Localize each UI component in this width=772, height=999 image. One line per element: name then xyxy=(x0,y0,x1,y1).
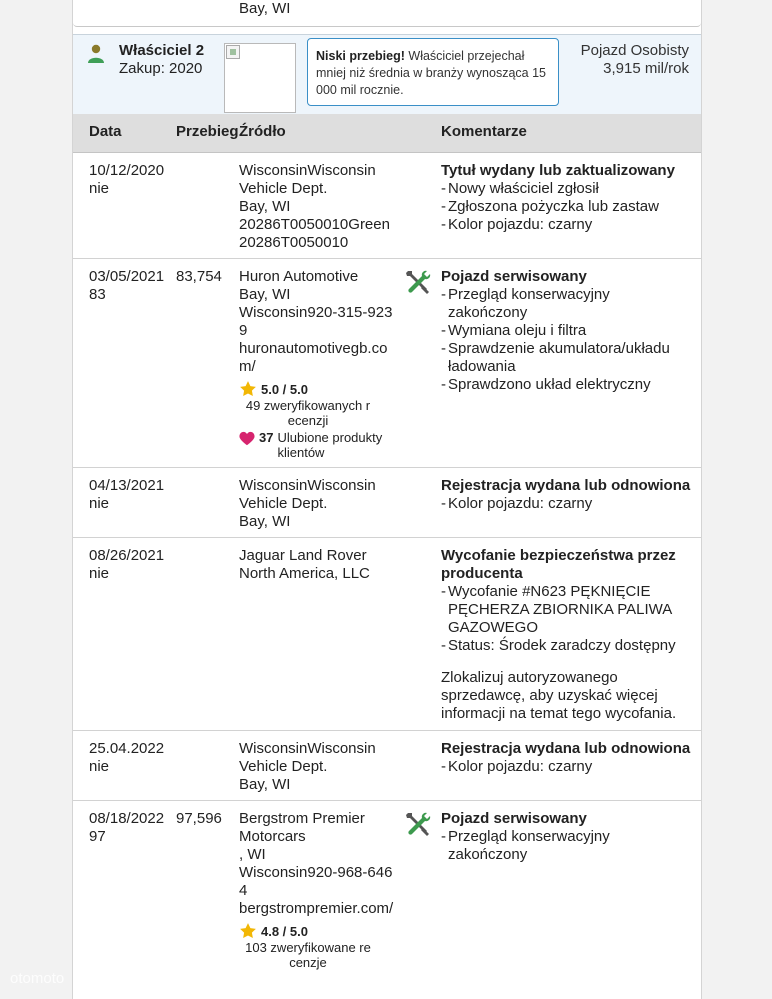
table-row xyxy=(73,468,701,538)
date-subvalue: nie xyxy=(89,180,110,197)
row-mileage: 83,754 xyxy=(176,268,222,285)
star-icon xyxy=(239,922,257,940)
favorites-count: 37 xyxy=(259,430,274,445)
table-row xyxy=(73,731,701,801)
favorites-label: Ulubione produkty klientów xyxy=(277,430,383,460)
comment-item: - Kolor pojazdu: czarny xyxy=(441,216,693,234)
miles-per-year: 3,915 mil/rok xyxy=(603,60,689,77)
comment-item: - Kolor pojazdu: czarny xyxy=(441,758,693,776)
table-header xyxy=(73,114,701,153)
owner-vehicle-type xyxy=(581,42,689,78)
date-subvalue: 83 xyxy=(89,286,106,303)
low-mileage-note xyxy=(307,38,559,106)
source-line: North America, LLC xyxy=(239,565,370,582)
row-comments xyxy=(441,477,693,513)
source-line: Huron Automotive xyxy=(239,268,359,285)
verified-reviews-link[interactable]: 49 zweryfikowanych recenzji xyxy=(245,398,371,428)
comment-item: - Sprawdzenie akumulatora/układu ładowania xyxy=(441,340,693,376)
header-source: Źródło xyxy=(239,123,286,140)
owner-header xyxy=(73,34,701,115)
star-icon xyxy=(239,380,257,398)
source-line: WisconsinWisconsin xyxy=(239,740,376,757)
wrench-screwdriver-icon xyxy=(403,268,433,298)
source-line: 20286T0050010Green xyxy=(239,216,390,233)
source-line: Bay, WI xyxy=(239,776,291,793)
date-value: 03/05/2021 xyxy=(89,268,165,285)
low-mileage-bold: Niski przebieg! xyxy=(316,49,405,63)
comment-title: Pojazd serwisowany xyxy=(441,810,587,827)
comment-title: Tytuł wydany lub zaktualizowany xyxy=(441,162,675,179)
date-subvalue: nie xyxy=(89,495,110,512)
rating-score: 4.8 / 5.0 xyxy=(261,923,308,939)
broken-image-icon xyxy=(226,45,240,59)
source-phone[interactable]: Wisconsin920-968-6464 xyxy=(239,864,393,899)
dealer-rating xyxy=(239,380,397,428)
header-comments: Komentarze xyxy=(441,123,527,140)
date-subvalue: nie xyxy=(89,758,110,775)
comment-title: Wycofanie bezpieczeństwa przez producenta xyxy=(441,547,676,582)
customer-favorites xyxy=(239,430,397,460)
row-source xyxy=(239,268,397,460)
comment-item: - Zgłoszona pożyczka lub zastaw xyxy=(441,198,693,216)
row-comments xyxy=(441,162,693,234)
comment-item: - Sprawdzono układ elektryczny xyxy=(441,376,693,394)
row-mileage: 97,596 xyxy=(176,810,222,827)
row-date xyxy=(89,547,175,583)
row-source xyxy=(239,162,397,252)
source-line: Jaguar Land Rover xyxy=(239,547,367,564)
row-date xyxy=(89,740,175,776)
table-row xyxy=(73,259,701,468)
date-value: 08/18/2022 xyxy=(89,810,165,827)
comment-item: - Przegląd konserwacyjny zakończony xyxy=(441,828,693,864)
row-date xyxy=(89,477,175,513)
comment-item: - Kolor pojazdu: czarny xyxy=(441,495,693,513)
date-subvalue: 97 xyxy=(89,828,106,845)
row-source xyxy=(239,477,397,531)
source-phone[interactable]: Wisconsin920-315-9239 xyxy=(239,304,393,339)
broken-image xyxy=(224,43,296,113)
row-comments xyxy=(441,810,693,864)
row-source xyxy=(239,810,397,970)
source-line: Bergstrom Premier xyxy=(239,810,365,827)
comment-item: - Wymiana oleju i filtra xyxy=(441,322,693,340)
comment-item: - Status: Środek zaradczy dostępny xyxy=(441,637,693,655)
source-line: Vehicle Dept. xyxy=(239,180,328,197)
table-row xyxy=(73,801,701,999)
rating-score: 5.0 / 5.0 xyxy=(261,381,308,397)
row-source xyxy=(239,740,397,794)
history-page xyxy=(72,0,702,999)
row-comments xyxy=(441,547,693,723)
date-value: 25.04.2022 xyxy=(89,740,165,757)
date-value: 10/12/2020 xyxy=(89,162,165,179)
recall-dealer-note: Zlokalizuj autoryzowanego sprzedawcę, aby uzyskać więcej informacji na temat tego wycofania. xyxy=(441,669,677,722)
owner-purchase-year: Zakup: 2020 xyxy=(119,60,203,77)
comment-title: Rejestracja wydana lub odnowiona xyxy=(441,477,691,494)
row-comments xyxy=(441,740,693,776)
source-line: WisconsinWisconsin xyxy=(239,162,376,179)
comment-item: - Przegląd konserwacyjny zakończony xyxy=(441,286,693,322)
row-date xyxy=(89,810,175,846)
table-row xyxy=(73,153,701,259)
watermark: otomoto xyxy=(10,970,65,987)
wrench-screwdriver-icon xyxy=(403,810,433,840)
verified-reviews-link[interactable]: 103 zweryfikowane recenzje xyxy=(245,940,371,970)
source-line: Bay, WI xyxy=(239,286,291,303)
comment-title: Rejestracja wydana lub odnowiona xyxy=(441,740,691,757)
source-line: Bay, WI xyxy=(239,513,291,530)
source-line: Bay, WI xyxy=(239,198,291,215)
previous-record-card xyxy=(73,0,701,27)
date-value: 04/13/2021 xyxy=(89,477,165,494)
source-website-link[interactable]: huronautomotivegb.com/ xyxy=(239,340,388,375)
row-date xyxy=(89,162,175,198)
comment-item: - Wycofanie #N623 PĘKNIĘCIE PĘCHERZA ZBIORNIKA PALIWA GAZOWEGO xyxy=(441,583,693,637)
source-line: Vehicle Dept. xyxy=(239,495,328,512)
comment-title: Pojazd serwisowany xyxy=(441,268,587,285)
date-subvalue: nie xyxy=(89,565,110,582)
comment-item: - Nowy właściciel zgłosił xyxy=(441,180,693,198)
row-comments xyxy=(441,268,693,394)
row-source xyxy=(239,547,397,583)
owner-name: Właściciel 2 xyxy=(119,42,205,59)
source-line: WisconsinWisconsin xyxy=(239,477,376,494)
source-line: Vehicle Dept. xyxy=(239,758,328,775)
table-row xyxy=(73,538,701,731)
row-date xyxy=(89,268,175,304)
vehicle-type: Pojazd Osobisty xyxy=(580,42,689,59)
date-value: 08/26/2021 xyxy=(89,547,165,564)
previous-record-tail: Bay, WI xyxy=(239,0,291,17)
heart-icon xyxy=(239,431,255,446)
source-website-link[interactable]: bergstrompremier.com/ xyxy=(239,900,394,917)
person-icon xyxy=(87,44,105,64)
source-line: Motorcars xyxy=(239,828,306,845)
source-line: 20286T0050010 xyxy=(239,234,349,251)
source-line: , WI xyxy=(239,846,266,863)
header-mileage: Przebieg xyxy=(176,123,239,140)
header-date: Data xyxy=(89,123,122,140)
low-mileage-text: Właściciel przejechał mniej niż średnia w branży wynosząca 15 000 mil rocznie. xyxy=(316,49,546,97)
dealer-rating xyxy=(239,922,397,970)
